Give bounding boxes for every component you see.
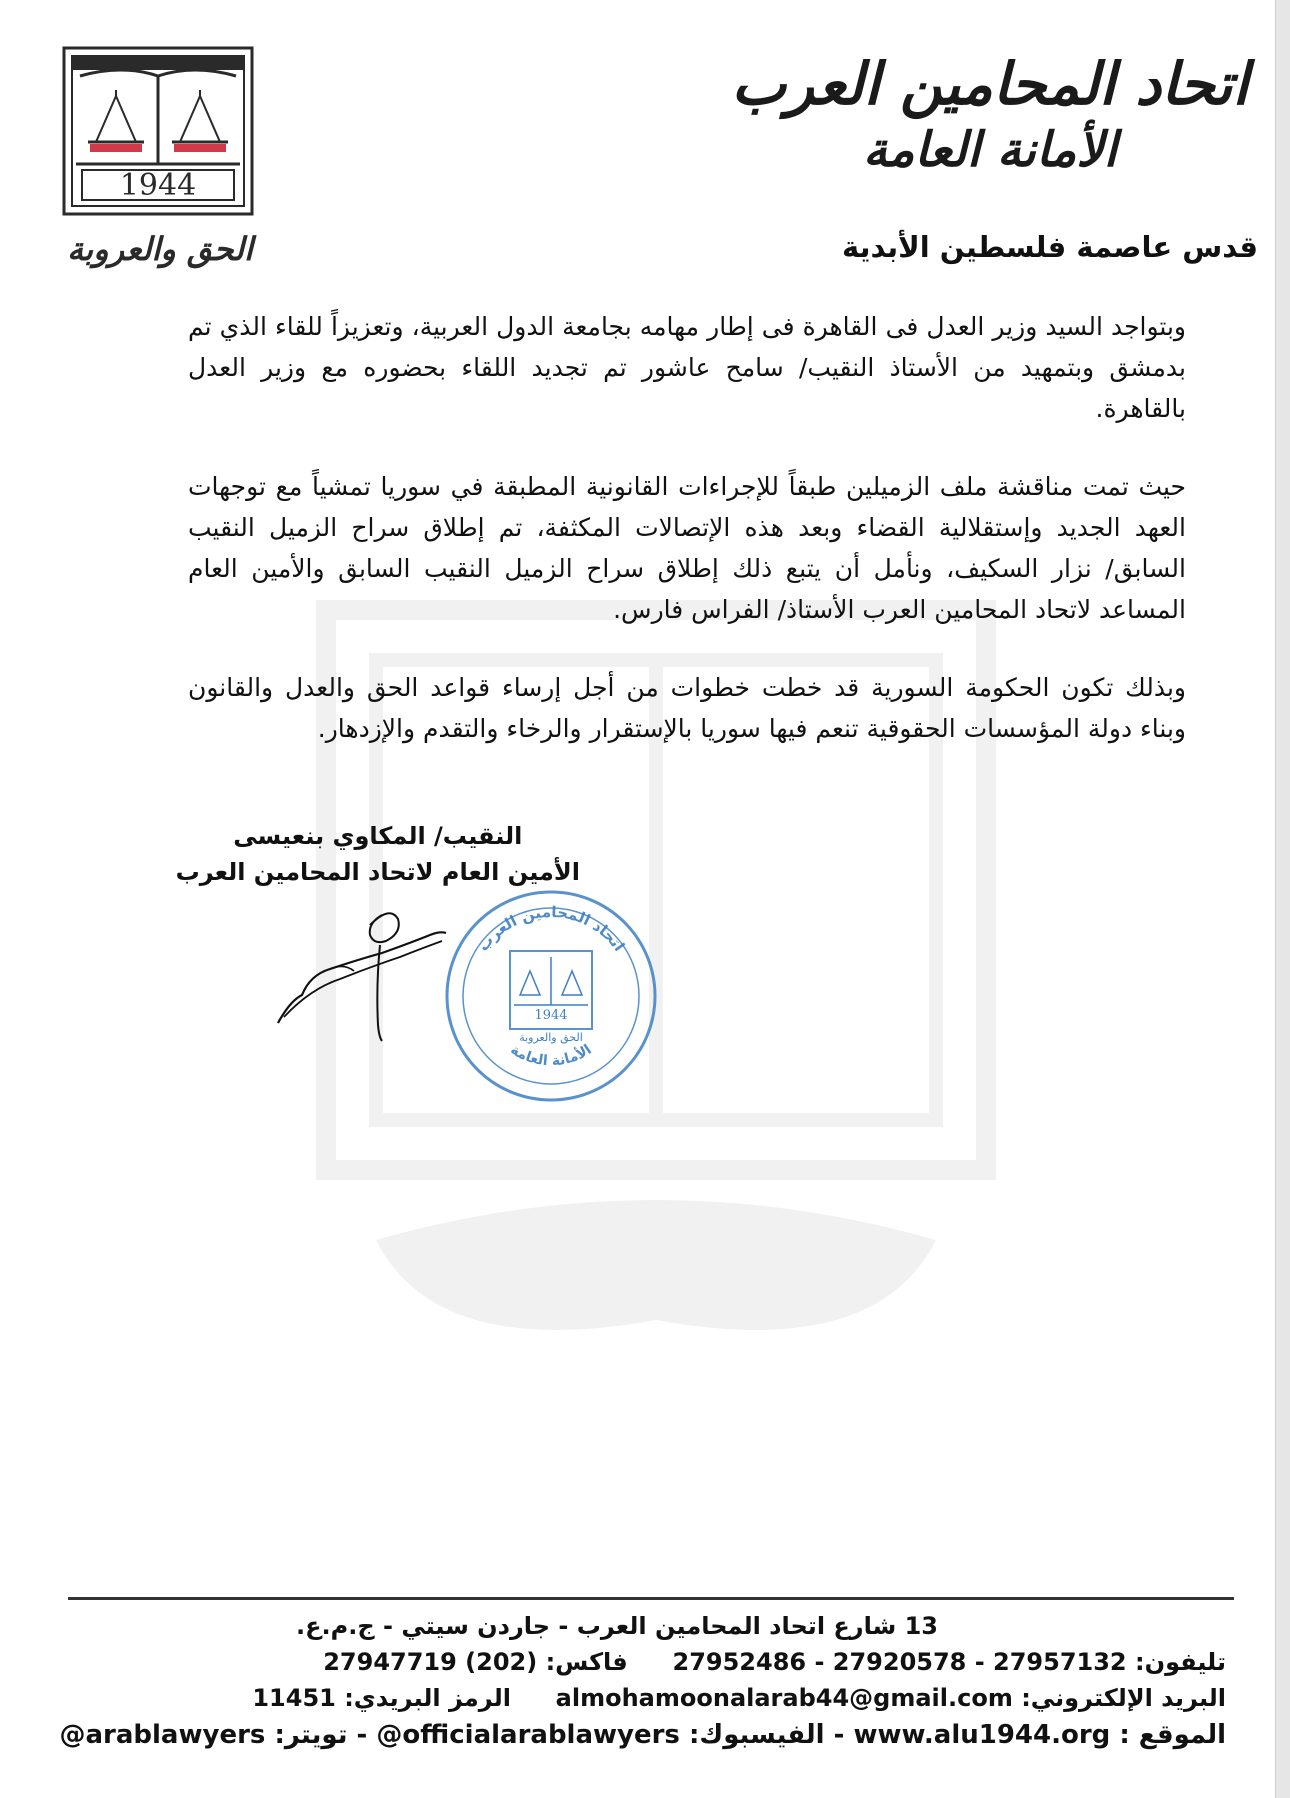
postal-code: 11451 <box>252 1684 336 1712</box>
email-label: البريد الإلكتروني: <box>1021 1684 1226 1712</box>
org-name: اتحاد المحامين العرب <box>731 50 1249 118</box>
paragraph-1: وبتواجد السيد وزير العدل فى القاهرة فى إطار مهامه بجامعة الدول العربية، وتعزيزاً للقاء الذي تم بدمشق وبتمهيد من الأستاذ النقيب/ سامح عاشور تم تجديد اللقاء بحضوره مع وزير العدل بالقاهرة. <box>188 312 1186 423</box>
footer-contact-email <box>252 1684 1226 1712</box>
twitter-label: تويتر: <box>274 1720 348 1750</box>
fax-label: فاكس: <box>545 1648 628 1676</box>
svg-text:1944: 1944 <box>119 168 197 203</box>
signatory-title: الأمين العام لاتحاد المحامين العرب <box>175 858 580 886</box>
facebook-label: الفيسبوك: <box>688 1720 825 1750</box>
paragraph-2: حيث تمت مناقشة ملف الزميلين طبقاً للإجراءات القانونية المطبقة في سوريا تمشياً مع توجهات العهد الجديد وإستقلالية القضاء وبعد هذه الإتصالات المكثفة، تم إطلاق سراح الزميل النقيب السابق/ نزار السكيف، ونأمل أن يتبع ذلك إطلاق سراح الزميل النقيب السابق والأمين العام المساعد لاتحاد المحامين العرب الأستاذ/ الفراس فارس. <box>188 472 1186 624</box>
fax-number[interactable]: 27947719 (202) <box>323 1648 538 1676</box>
letter-body <box>188 306 1186 749</box>
official-stamp <box>442 887 660 1105</box>
stamp-bottom-text: الأمانة العامة <box>507 1041 595 1070</box>
separator-1: - <box>833 1720 845 1750</box>
phone-label: تليفون: <box>1134 1648 1226 1676</box>
union-logo <box>62 46 254 216</box>
slogan: قدس عاصمة فلسطين الأبدية <box>842 230 1258 264</box>
phone-numbers[interactable]: 27952486 - 27920578 - 27957132 <box>672 1648 1127 1676</box>
postal-label: الرمز البريدي: <box>344 1684 511 1712</box>
email-link[interactable]: almohamoonalarab44@gmail.com <box>555 1684 1013 1712</box>
page-edge <box>1276 0 1290 1798</box>
svg-text:الأمانة العامة <box>507 1042 594 1070</box>
footer-divider <box>68 1597 1234 1600</box>
paragraph-3: وبذلك تكون الحكومة السورية قد خطت خطوات من أجل إرساء قواعد الحق والعدل والقانون وبناء دولة المؤسسات الحقوقية تنعم فيها سوريا بالإستقرار والرخاء والتقدم والإزدهار. <box>188 673 1186 743</box>
stamp-motto: الحق والعروبة <box>519 1031 583 1044</box>
facebook-link[interactable]: @officialarablawyers <box>376 1720 680 1750</box>
footer-address: 13 شارع اتحاد المحامين العرب - جاردن سيتي - ج.م.ع. <box>296 1612 938 1640</box>
svg-text:اتحاد المحامين العرب <box>474 903 628 955</box>
stamp-year: 1944 <box>534 1008 568 1023</box>
handwritten-signature <box>270 905 450 1045</box>
footer-contact-phones <box>323 1648 1226 1676</box>
letterhead <box>730 48 1250 180</box>
secretariat-name: الأمانة العامة <box>862 122 1118 178</box>
twitter-link[interactable]: @arablawyers <box>59 1720 266 1750</box>
page-edge-line <box>1275 0 1276 1798</box>
logo-motto: الحق والعروبة <box>67 230 253 268</box>
footer-web-social <box>60 1720 1227 1750</box>
separator-2: - <box>356 1720 368 1750</box>
website-label: الموقع : <box>1119 1720 1226 1750</box>
stamp-top-text: اتحاد المحامين العرب <box>474 902 629 955</box>
signature-block <box>176 818 580 890</box>
website-link[interactable]: www.alu1944.org <box>853 1720 1111 1750</box>
signatory-name: النقيب/ المكاوي بنعيسى <box>233 822 523 850</box>
